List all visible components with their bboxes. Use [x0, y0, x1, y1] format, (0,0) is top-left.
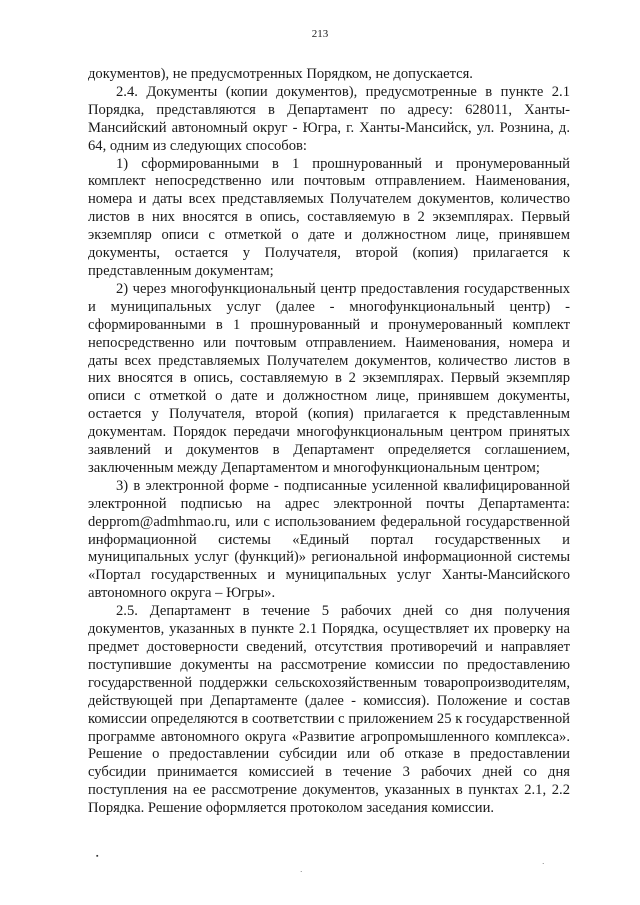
scan-speck: ▪ [96, 852, 99, 860]
document-body [88, 66, 570, 818]
scan-speck: · [300, 868, 303, 876]
page-number: 213 [311, 28, 329, 40]
scan-speck: · [542, 860, 545, 868]
paragraph-continuation: документов), не предусмотренных Порядком, не допускается. [88, 66, 473, 82]
paragraph-method-2: 2) через многофункциональный центр предоставления государственных и муниципальных услуг (далее - многофункциональный центр) - сформированными в 1 прошнурованный и пронумерованный комплект непосредственно или почтовым отправлением. Наименования, номера и даты всех представляемых Получателем документов, количество листов в них вносятся в опись, составляемую в 2 экземплярах. Первый экземпляр описи с отметкой о дате и должностном лице, принявшем документы, остается у Получателя, второй (копия) прилагается к представленным документам. Порядок передачи многофункциональным центром принятых заявлений и документов в Департамент определяется соглашением, заключенным между Департаментом и многофункциональным центром; [88, 280, 570, 476]
paragraph-2-5: 2.5. Департамент в течение 5 рабочих дней со дня получения документов, указанных в пункте 2.1 Порядка, осуществляет их проверку на предмет достоверности сведений, отсутствия противоречий и направляет поступившие документы на рассмотрение комиссии по предоставлению государственной поддержки сельскохозяйственным товаропроизводителям, действующей при Департаменте (далее - комиссия). Положение и состав комиссии определяются в соответствии с приложением 25 к государственной программе автономного округа «Развитие агропромышленного комплекса». Решение о предоставлении субсидии или об отказе в предоставлении субсидии принимается комиссией в течение 3 рабочих дней со дня поступления на ее рассмотрение документов, указанных в пунктах 2.1, 2.2 Порядка. Решение оформляется протоколом заседания комиссии. [88, 603, 570, 817]
paragraph-method-1: 1) сформированными в 1 прошнурованный и пронумерованный комплект непосредственно или почтовым отправлением. Наименования, номера и даты всех представляемых Получателем документов, количество листов в них вносятся в опись, составляемую в 2 экземплярах. Первый экземпляр описи с отметкой о дате и должностном лице, принявшем документы, остается у Получателя, второй (копия) прилагается к представленным документам; [88, 155, 570, 279]
paragraph-2-4: 2.4. Документы (копии документов), предусмотренные в пункте 2.1 Порядка, представляются в Департамент по адресу: 628011, Ханты-Мансийский автономный округ - Югра, г. Ханты-Мансийск, ул. Рознина, д. 64, одним из следующих способов: [88, 83, 570, 154]
paragraph-method-3: 3) в электронной форме - подписанные усиленной квалифицированной электронной подписью на адрес электронной почты Департамента: depprom@admhmao.ru, или с использованием федеральной государственной информационной системы «Единый портал государственных и муниципальных услуг (функций)» региональной информационной системы «Портал государственных и муниципальных услуг Ханты-Мансийского автономного округа – Югры». [88, 477, 570, 602]
